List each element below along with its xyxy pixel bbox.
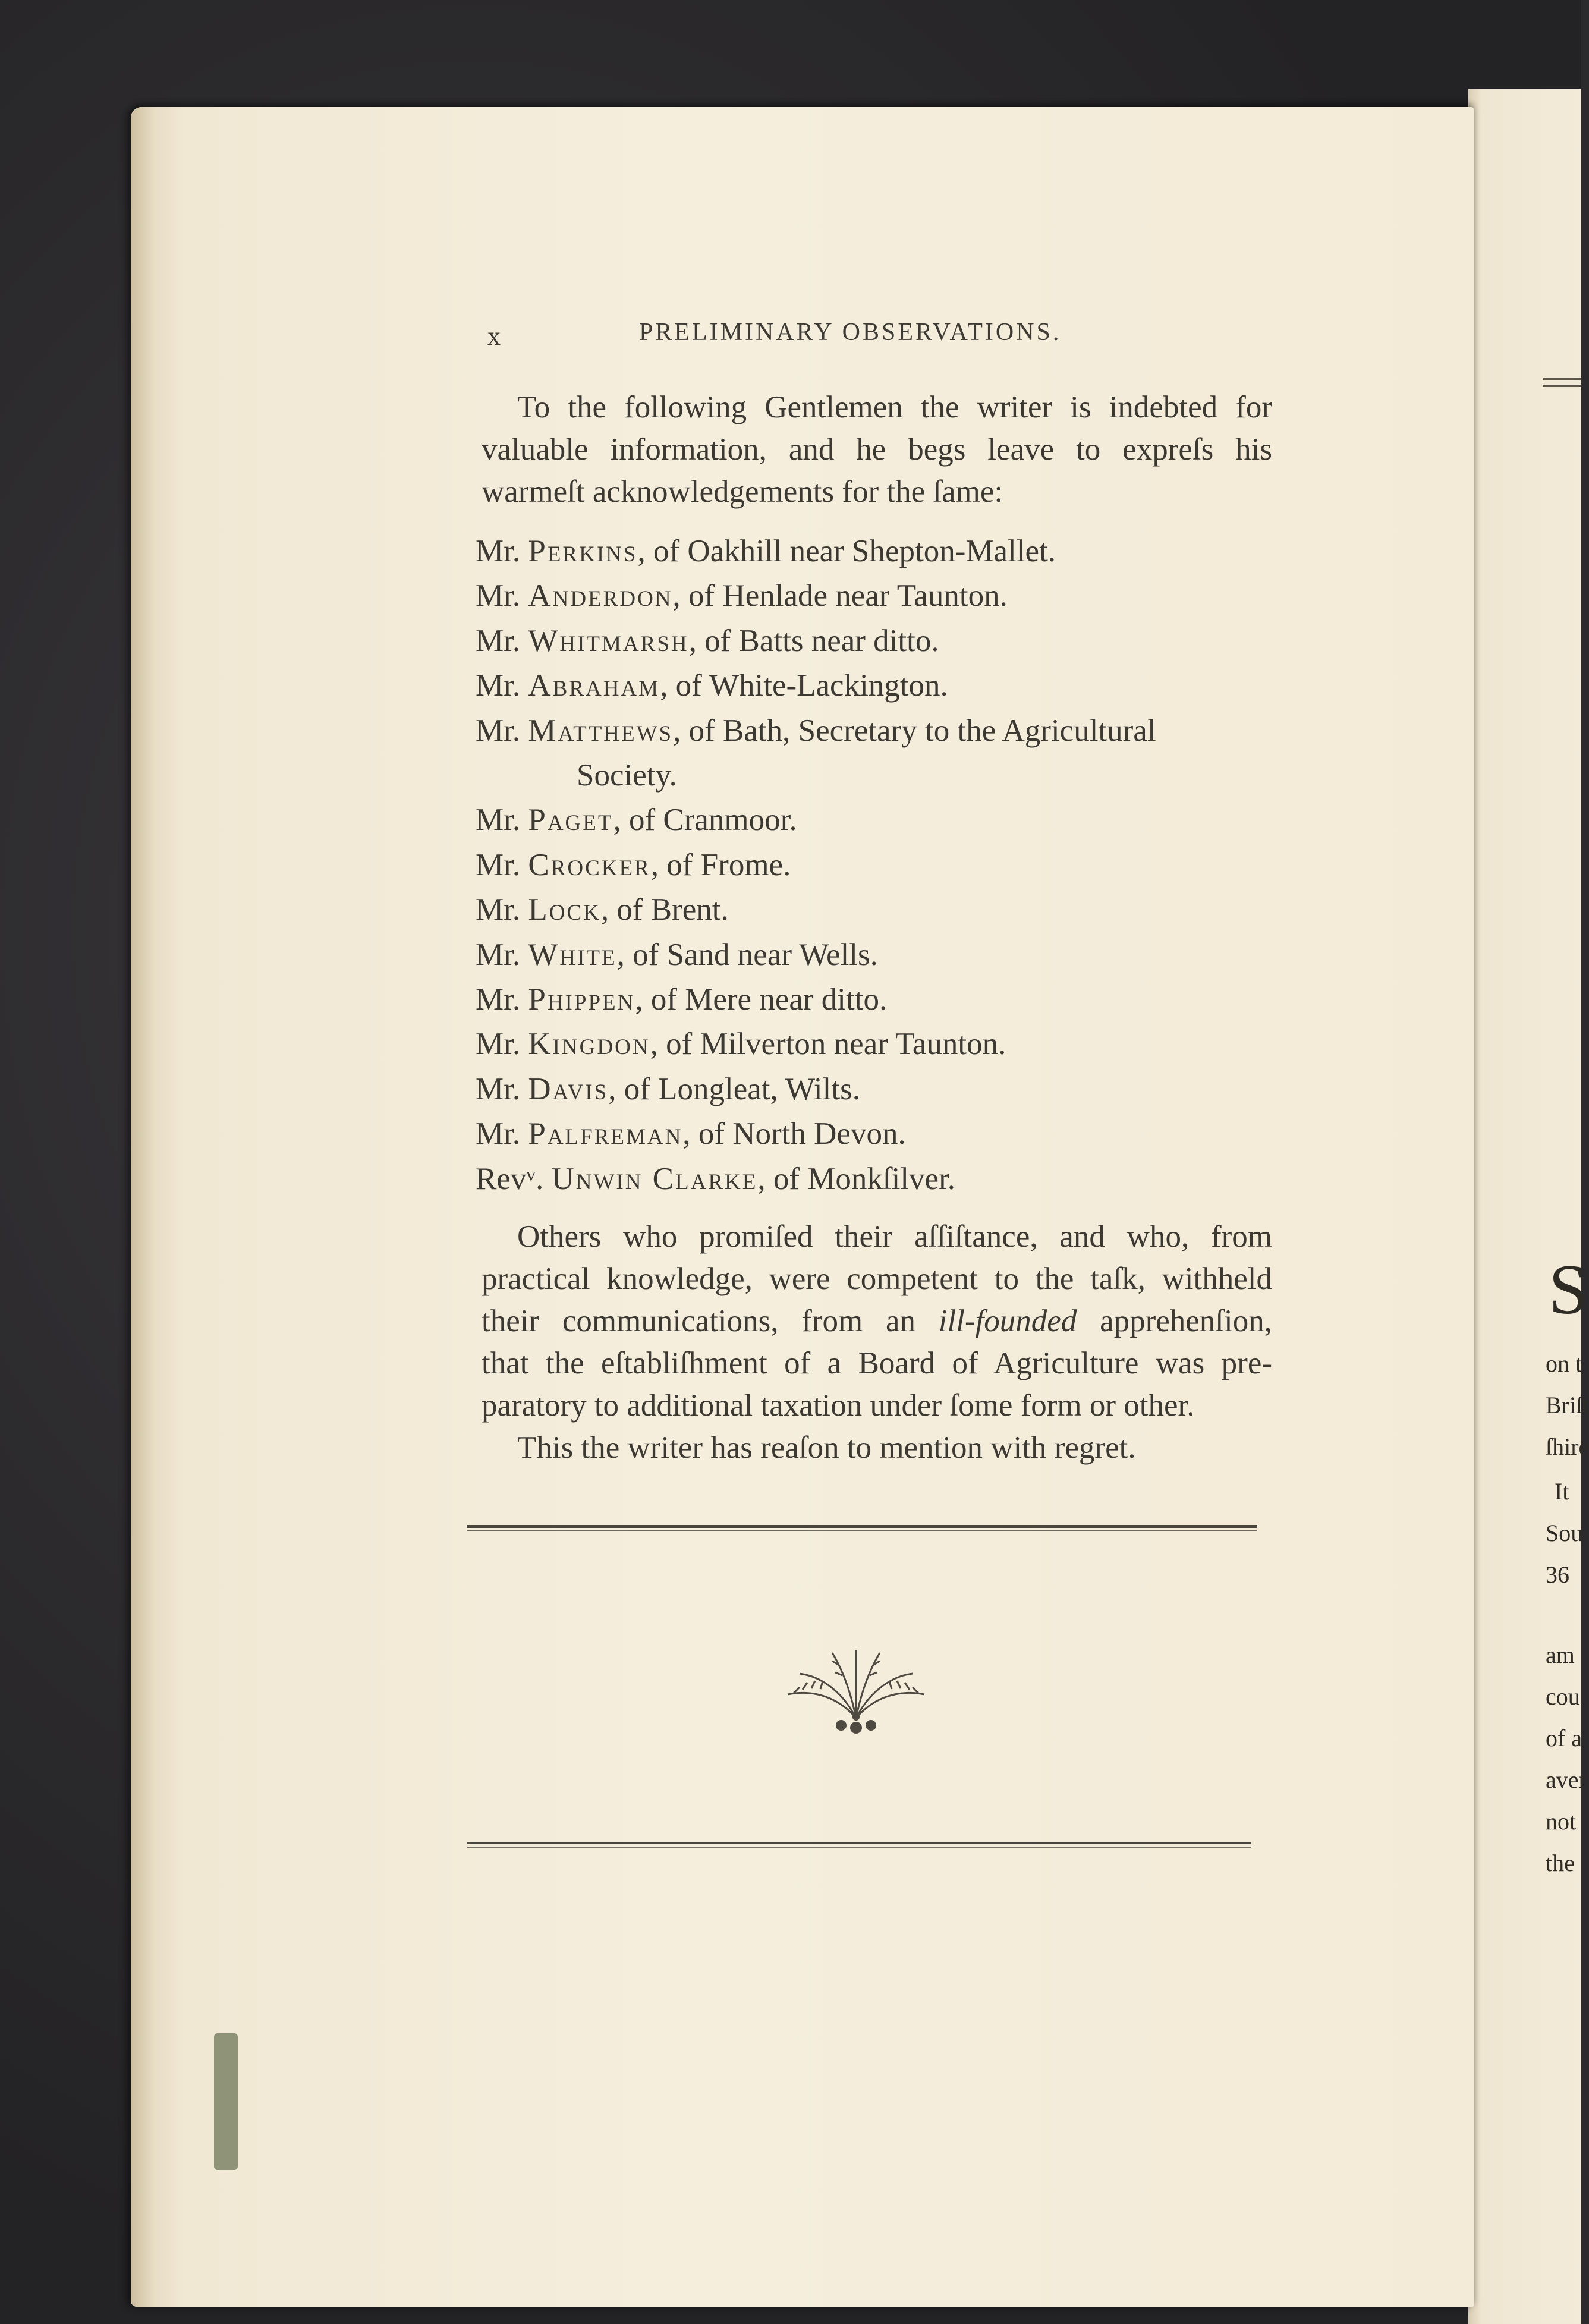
- acknowledgement-list: [476, 529, 1156, 1202]
- facing-fragment: am: [1546, 1641, 1575, 1668]
- list-item: Mr. Crocker, of Frome.: [476, 847, 791, 882]
- person-name: Perkins: [528, 534, 638, 568]
- closing-line: paratory to additional taxation under ſome form or other.: [482, 1388, 1195, 1423]
- binding-tab: [214, 2033, 238, 2170]
- italic-phrase: ill-founded: [938, 1304, 1077, 1338]
- list-item: Mr. Phippen, of Mere near ditto.: [476, 982, 888, 1017]
- facing-fragment: It: [1555, 1478, 1569, 1505]
- facing-fragment: aver: [1546, 1766, 1587, 1793]
- intro-line: To the following Gentlemen the writer is indebted for: [517, 390, 1272, 424]
- closing-paragraph: [482, 1216, 1272, 1469]
- person-name: Matthews: [528, 713, 674, 748]
- page-number: x: [487, 322, 502, 351]
- facing-drop-cap: S: [1549, 1250, 1588, 1329]
- fleuron-ornament-icon: [776, 1647, 936, 1736]
- facing-fragment: Briſt: [1546, 1392, 1589, 1419]
- list-item: Mr. Perkins, of Oakhill near Shepton-Mallet.: [476, 534, 1056, 568]
- person-name: Crocker: [528, 847, 651, 882]
- section-rule: [467, 1530, 1257, 1531]
- section-rule: [467, 1842, 1251, 1844]
- list-item: Revᵛ. Unwin Clarke, of Monkſilver.: [476, 1161, 956, 1196]
- person-name: Phippen: [528, 982, 635, 1017]
- list-item: Mr. White, of Sand near Wells.: [476, 937, 878, 972]
- list-item: Mr. Davis, of Longleat, Wilts.: [476, 1071, 860, 1106]
- intro-line: valuable information, and he begs leave to expreſs his: [482, 432, 1272, 467]
- list-item: Mr. Abraham, of White-Lackington.: [476, 668, 948, 703]
- intro-line: warmeſt acknowledgements for the ſame:: [482, 474, 1003, 509]
- facing-fragment: 36: [1546, 1561, 1569, 1588]
- list-item: Mr. Whitmarsh, of Batts near ditto.: [476, 623, 939, 658]
- facing-fragment: the: [1546, 1850, 1575, 1876]
- closing-line: their communications, from an ill-founded apprehenſion,: [482, 1304, 1272, 1338]
- person-name: Lock: [528, 892, 601, 927]
- person-name: Anderdon: [528, 578, 673, 614]
- facing-fragment: not: [1546, 1808, 1577, 1835]
- facing-fragment: of a: [1546, 1725, 1582, 1751]
- list-item: Mr. Matthews, of Bath, Secretary to the Agricultural: [476, 713, 1156, 748]
- closing-line: that the eſtabliſhment of a Board of Agriculture was pre-: [482, 1346, 1272, 1380]
- list-item-continuation: Society.: [577, 758, 677, 793]
- intro-paragraph: [482, 386, 1272, 513]
- list-item: Mr. Anderdon, of Henlade near Taunton.: [476, 578, 1008, 614]
- person-name: Kingdon: [528, 1027, 650, 1062]
- closing-line: practical knowledge, were competent to the taſk, withheld: [482, 1262, 1272, 1296]
- section-rule: [467, 1847, 1251, 1848]
- facing-fragment: on t: [1546, 1350, 1582, 1377]
- person-name: Davis: [528, 1071, 609, 1106]
- person-name: Palfreman: [528, 1117, 683, 1152]
- facing-fragment: Sou: [1546, 1520, 1583, 1546]
- facing-fragment: ſhire: [1546, 1433, 1589, 1460]
- list-item: Mr. Kingdon, of Milverton near Taunton.: [476, 1027, 1006, 1062]
- person-name: Paget: [528, 803, 613, 838]
- list-item: Mr. Paget, of Cranmoor.: [476, 803, 797, 838]
- running-head: PRELIMINARY OBSERVATIONS.: [639, 319, 1062, 346]
- person-name: White: [528, 937, 617, 972]
- closing-line: This the writer has reaſon to mention with regret.: [517, 1430, 1136, 1465]
- facing-fragment: cou: [1546, 1683, 1580, 1710]
- section-rule: [467, 1525, 1257, 1528]
- facing-rule: [1543, 385, 1581, 387]
- list-item: Mr. Palfreman, of North Devon.: [476, 1117, 906, 1152]
- list-item: Mr. Lock, of Brent.: [476, 892, 729, 927]
- person-name: Whitmarsh: [528, 623, 689, 658]
- facing-rule: [1543, 378, 1581, 380]
- facing-page: [1468, 89, 1589, 2324]
- person-name: Unwin Clarke: [551, 1161, 758, 1196]
- closing-line: Others who promiſed their aſſiſtance, and who, from: [517, 1219, 1272, 1254]
- person-name: Abraham: [528, 668, 660, 703]
